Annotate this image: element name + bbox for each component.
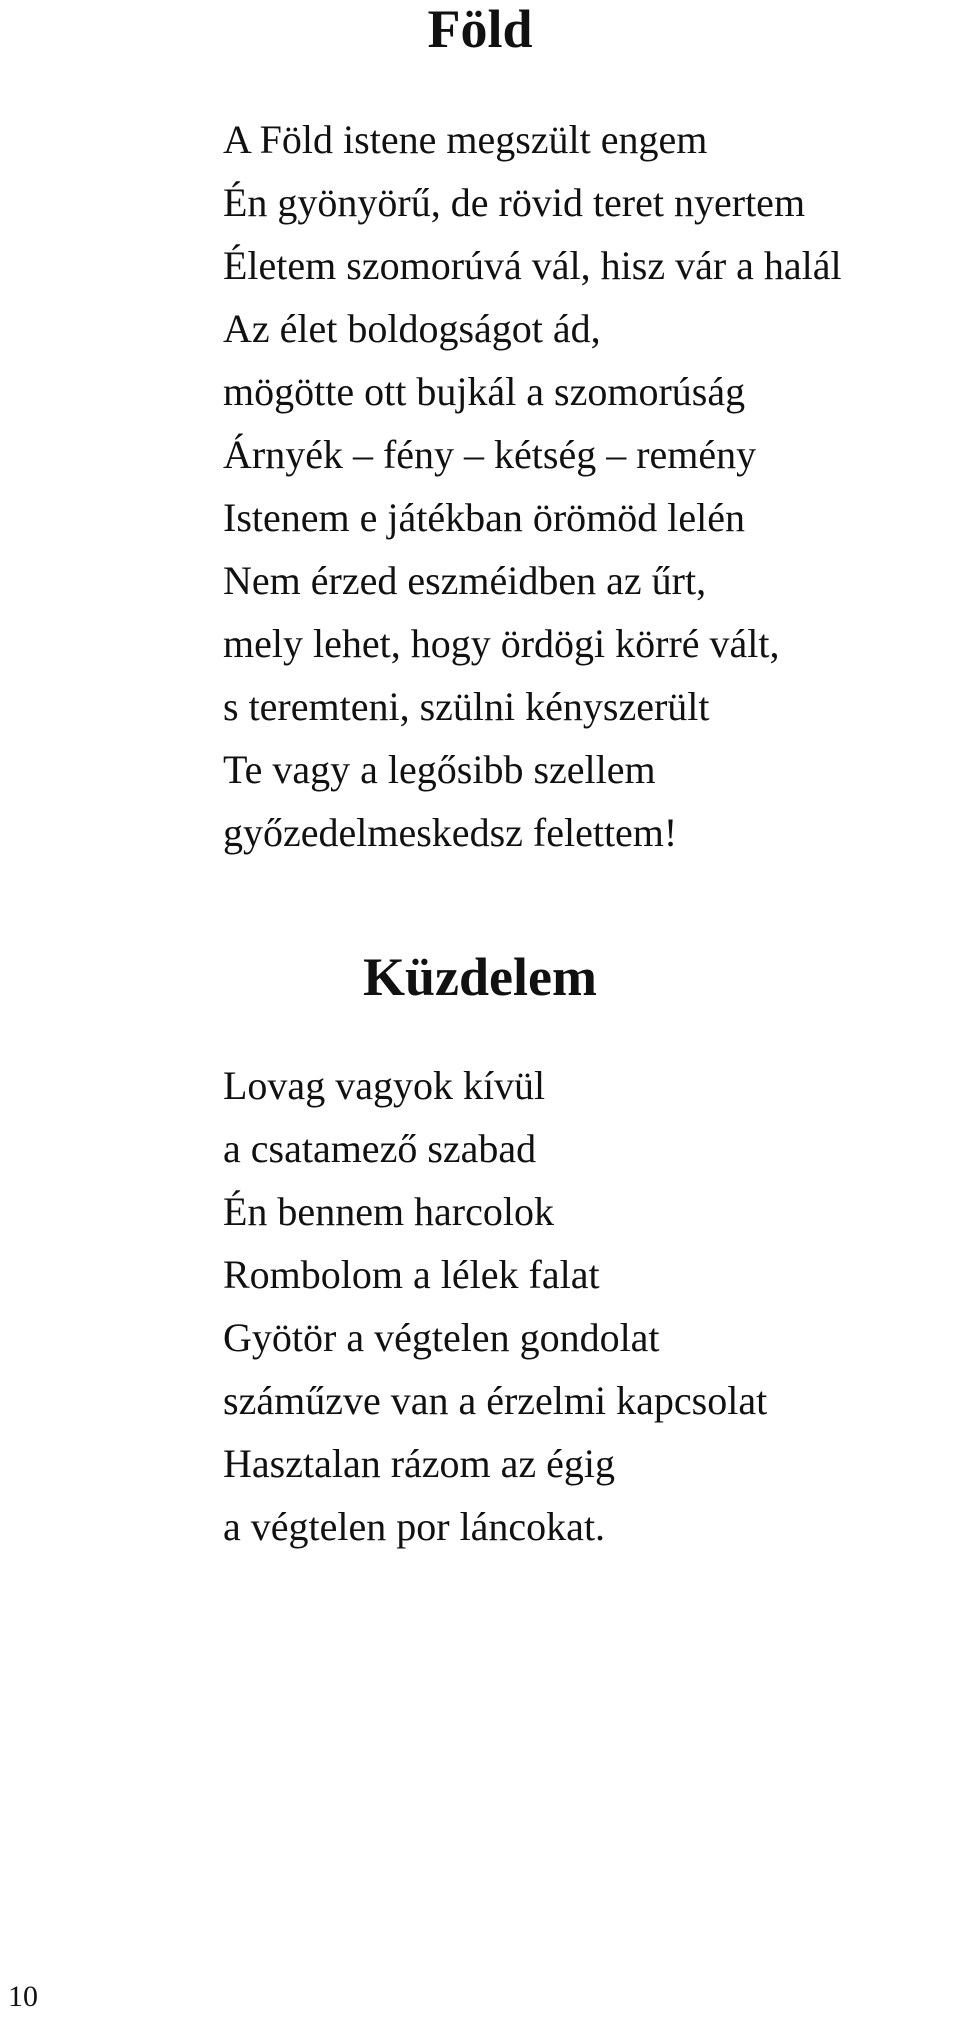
poem-title-fold: Föld	[427, 0, 533, 59]
poem-body-kuzdelem	[223, 1054, 767, 1558]
poem-line: mögötte ott bujkál a szomorúság	[223, 369, 746, 414]
poem-line: a csatamező szabad	[223, 1126, 537, 1171]
poem-line: Én bennem harcolok	[223, 1189, 554, 1234]
poem-line: Rombolom a lélek falat	[223, 1252, 600, 1297]
poem-line: a végtelen por láncokat.	[223, 1504, 606, 1549]
poem-line: Az élet boldogságot ád,	[223, 306, 601, 351]
poem-line: Te vagy a legősibb szellem	[223, 747, 656, 792]
poem-line: mely lehet, hogy ördögi körré vált,	[223, 621, 780, 666]
poem-line: Nem érzed eszméidben az űrt,	[223, 558, 707, 603]
page-number: 10	[8, 1980, 38, 2013]
poem-line: Lovag vagyok kívül	[223, 1063, 546, 1108]
poem-title-kuzdelem: Küzdelem	[363, 947, 597, 1007]
poem-line: győzedelmeskedsz felettem!	[223, 810, 678, 855]
poem-line: Gyötör a végtelen gondolat	[223, 1315, 660, 1360]
poem-line: Árnyék – fény – kétség – remény	[223, 432, 757, 477]
poem-line: A Föld istene megszült engem	[223, 117, 708, 162]
poem-line: Én gyönyörű, de rövid teret nyertem	[223, 180, 806, 225]
poem-line: Istenem e játékban örömöd lelén	[223, 495, 746, 540]
poem-line: s teremteni, szülni kényszerült	[223, 684, 710, 729]
poem-line: Hasztalan rázom az égig	[223, 1441, 616, 1486]
poem-line: Életem szomorúvá vál, hisz vár a halál	[223, 243, 842, 288]
poem-line: száműzve van a érzelmi kapcsolat	[223, 1378, 768, 1423]
poem-body-fold	[223, 108, 842, 864]
